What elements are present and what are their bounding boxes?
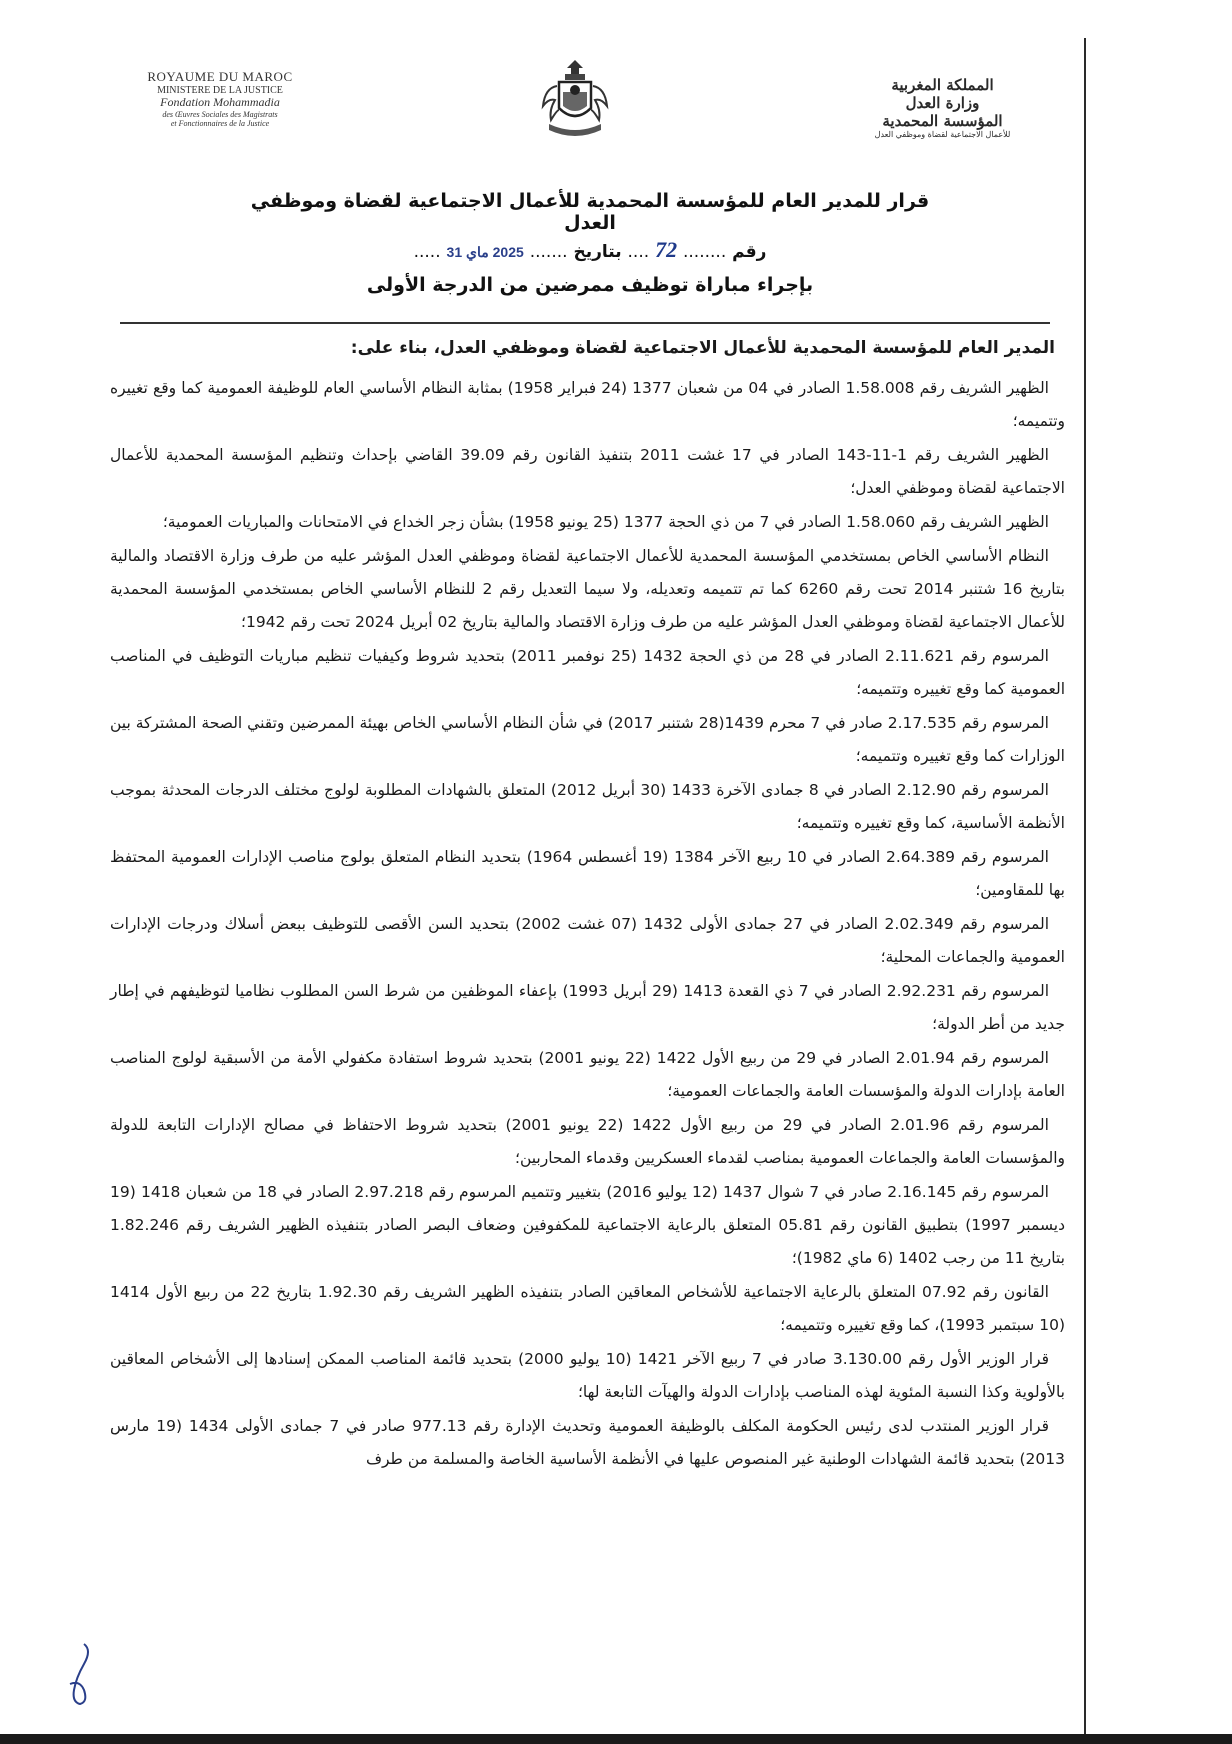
legal-reference: قرار الوزير الأول رقم 3.130.00 صادر في 7 ربيع الآخر 1421 (10 يوليو 2000) بتحديد قائمة المناصب الممكن إسنادها إلى الأشخاص المعاقين بالأولوية وكذا النسبة المئوية لهذه المناصب بإدارات الدولة والهيآت التابعة لها؛ bbox=[110, 1350, 1065, 1401]
legal-reference: المرسوم رقم 2.02.349 الصادر في 27 جمادى الأولى 1432 (07 غشت 2002) بتحديد السن الأقصى للتوظيف ببعض أسلاك ودرجات الإدارات العمومية والجماعات المحلية؛ bbox=[110, 915, 1065, 966]
margin-rule bbox=[1084, 38, 1086, 1738]
number-label: رقم bbox=[732, 242, 767, 262]
legal-reference: الظهير الشريف رقم 1-11-143 الصادر في 17 غشت 2011 بتنفيذ القانون رقم 39.09 القاضي بإحداث وتنظيم المؤسسة المحمدية للأعمال الاجتماعية لقضاة وموظفي العدل؛ bbox=[110, 446, 1065, 497]
legal-reference: المرسوم رقم 2.16.145 صادر في 7 شوال 1437 (12 يوليو 2016) بتغيير وتتميم المرسوم رقم 2.97.218 الصادر في 18 من شعبان 1418 (19 ديسمبر 1997) بتطبيق القانون رقم 05.81 المتعلق بالرعاية الاجتماعية للمكفوفين وضعاف البصر الصادر بتنفيذه الظهير الشريف رقم 1.82.246 بتاريخ 11 من رجب 1402 (6 ماي 1982)؛ bbox=[110, 1183, 1065, 1267]
decision-subject: بإجراء مباراة توظيف ممرضين من الدرجة الأولى bbox=[366, 274, 814, 296]
initials-signature bbox=[62, 1640, 102, 1710]
letterhead-fr-line2: MINISTERE DE LA JUSTICE bbox=[157, 84, 283, 96]
legal-reference: المرسوم رقم 2.01.94 الصادر في 29 من ربيع الأول 1422 (22 يونيو 2001) بتحديد شروط استفادة مكفولي الأمة من الأسبقية لولوج المناصب العامة بإدارات الدولة والمؤسسات العامة والجماعات العمومية؛ bbox=[110, 1049, 1065, 1100]
scan-edge bbox=[0, 1734, 1232, 1744]
legal-reference: قرار الوزير المنتدب لدى رئيس الحكومة المكلف بالوظيفة العمومية وتحديث الإدارة رقم 977.13 صادر في 7 جمادى الأولى 1434 (19 مارس 2013) بتحديد قائمة الشهادات الوطنية غير المنصوص عليها في الأنظمة الأساسية الخاصة والمسلمة من طرف bbox=[110, 1417, 1065, 1468]
legal-reference: المرسوم رقم 2.92.231 الصادر في 7 ذي القعدة 1413 (29 أبريل 1993) بإعفاء الموظفين من شرط السن المطلوب نظاميا لتوظيفهم في إطار جديد من أطر الدولة؛ bbox=[110, 982, 1065, 1033]
legal-reference: الظهير الشريف رقم 1.58.060 الصادر في 7 من ذي الحجة 1377 (25 يونيو 1958) بشأن زجر الخداع في الامتحانات والمباريات العمومية؛ bbox=[162, 513, 1049, 531]
letterhead-fr-line3: Fondation Mohammadia bbox=[160, 95, 280, 110]
legal-reference: المرسوم رقم 2.01.96 الصادر في 29 من ربيع الأول 1422 (22 يونيو 2001) بتحديد شروط الاحتفاظ في مصالح الإدارات التابعة للدولة والمؤسسات العامة والجماعات العمومية بمناصب لقدماء العسكريين وقدماء المحاربين؛ bbox=[110, 1116, 1065, 1167]
legal-reference: الظهير الشريف رقم 1.58.008 الصادر في 04 من شعبان 1377 (24 فبراير 1958) بمثابة النظام الأساسي العام للوظيفة العمومية كما وقع تغييره وتتميمه؛ bbox=[110, 379, 1065, 430]
coat-of-arms-icon bbox=[535, 58, 615, 148]
preamble-heading: المدير العام للمؤسسة المحمدية للأعمال الاجتماعية لقضاة وموظفي العدل، بناء على: bbox=[350, 338, 1055, 358]
decision-number: 72 bbox=[655, 237, 678, 262]
letterhead-fr-line4: des Œuvres Sociales des Magistrats bbox=[162, 110, 278, 120]
letterhead-ar-line4: للأعمال الاجتماعية لقضاة وموظفي العدل bbox=[874, 130, 1011, 139]
letterhead-ar-line2: وزارة العدل bbox=[905, 94, 980, 112]
arabic-letterhead bbox=[850, 76, 1035, 140]
section-divider bbox=[120, 322, 1050, 324]
legal-basis-list bbox=[110, 372, 1065, 1477]
decision-date: 2025 ماي 31 bbox=[446, 244, 524, 260]
letterhead-ar-line1: المملكة المغربية bbox=[891, 76, 994, 94]
legal-reference: المرسوم رقم 2.11.621 الصادر في 28 من ذي الحجة 1432 (25 نوفمبر 2011) بتحديد شروط وكيفيات تنظيم مباريات التوظيف في المناصب العمومية كما وقع تغييره وتتميمه؛ bbox=[110, 647, 1065, 698]
legal-reference: القانون رقم 07.92 المتعلق بالرعاية الاجتماعية للأشخاص المعاقين الصادر بتنفيذه الظهير الشريف رقم 1.92.30 بتاريخ 22 من ربيع الأول 1414 (10 سبتمبر 1993)، كما وقع تغييره وتتميمه؛ bbox=[110, 1283, 1065, 1334]
date-label: بتاريخ bbox=[573, 242, 622, 262]
letterhead-fr-line5: et Fonctionnaires de la Justice bbox=[170, 119, 270, 129]
letterhead-fr-line1: ROYAUME DU MAROC bbox=[147, 69, 293, 84]
decision-number-line: رقم ........ 72 .... بتاريخ ....... 2025 ماي 31 ..... bbox=[413, 237, 767, 262]
legal-reference: المرسوم رقم 2.64.389 الصادر في 10 ربيع الآخر 1384 (19 أغسطس 1964) بتحديد النظام المتعلق بولوج مناصب الإدارات العمومية المحتفظ بها للمقاومين؛ bbox=[110, 848, 1065, 899]
french-letterhead bbox=[110, 70, 330, 129]
legal-reference: المرسوم رقم 2.12.90 الصادر في 8 جمادى الآخرة 1433 (30 أبريل 2012) المتعلق بالشهادات المطلوبة لولوج مختلف الدرجات المحدثة بموجب الأنظمة الأساسية، كما وقع تغييره وتتميمه؛ bbox=[110, 781, 1065, 832]
legal-reference: النظام الأساسي الخاص بمستخدمي المؤسسة المحمدية للأعمال الاجتماعية لقضاة وموظفي العدل المؤشر عليه من طرف وزارة الاقتصاد والمالية بتاريخ 16 شتنبر 2014 تحت رقم 6260 كما تم تتميمه وتعديله، ولا سيما التعديل رقم 2 للنظام الأساسي الخاص بمستخدمي المؤسسة المحمدية للأعمال الاجتماعية لقضاة وموظفي العدل المؤشر عليه من طرف وزارة الاقتصاد والمالية بتاريخ 02 أبريل 2024 تحت رقم 1942؛ bbox=[110, 547, 1065, 631]
decision-title: قرار للمدير العام للمؤسسة المحمدية للأعمال الاجتماعية لقضاة وموظفي العدل bbox=[250, 190, 930, 234]
letterhead-ar-line3: المؤسسة المحمدية bbox=[882, 112, 1003, 130]
legal-reference: المرسوم رقم 2.17.535 صادر في 7 محرم 1439(28 شتنبر 2017) في شأن النظام الأساسي الخاص بهيئة الممرضين وتقني الصحة المشتركة بين الوزارات كما وقع تغييره وتتميمه؛ bbox=[110, 714, 1065, 765]
